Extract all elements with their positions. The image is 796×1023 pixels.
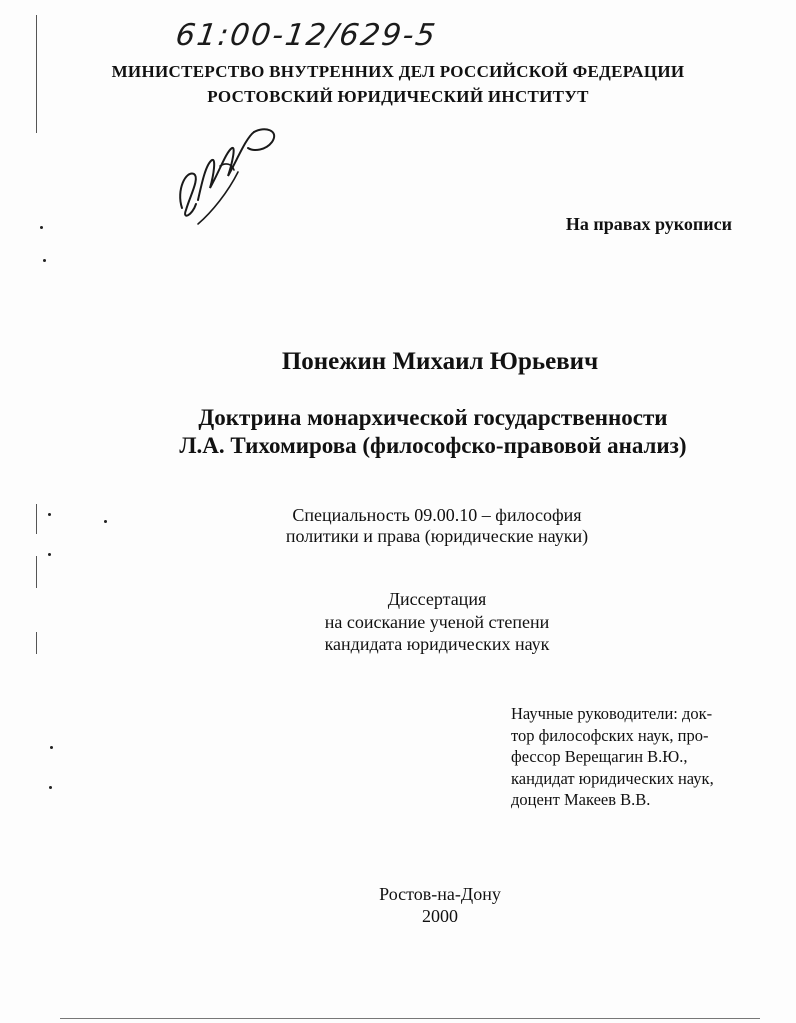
- scan-speck: [48, 553, 51, 556]
- scan-speck: [49, 786, 52, 789]
- institute-heading: РОСТОВСКИЙ ЮРИДИЧЕСКИЙ ИНСТИТУТ: [207, 87, 589, 106]
- dissertation-title-line: Л.А. Тихомирова (философско-правовой анализ): [179, 433, 687, 458]
- supervisor-line: доцент Макеев В.В.: [511, 790, 651, 809]
- supervisor-line: фессор Верещагин В.Ю.,: [511, 747, 688, 766]
- specialty-line: Специальность 09.00.10 – философия: [292, 505, 582, 525]
- supervisor-line: кандидат юридических наук,: [511, 768, 714, 788]
- supervisor-line: тор философских наук, про-: [511, 725, 709, 745]
- author-name: Понежин Михаил Юрьевич: [281, 348, 599, 375]
- scan-speck: [43, 259, 46, 262]
- dissertation-type-line: на соискание ученой степени: [324, 612, 550, 632]
- specialty-line: политики и права (юридические науки): [285, 526, 589, 546]
- dissertation-type-line: кандидата юридических наук: [324, 634, 550, 654]
- supervisors-block: [511, 703, 714, 811]
- scan-margin-line: [36, 556, 37, 588]
- ministry-heading: МИНИСТЕРСТВО ВНУТРЕННИХ ДЕЛ РОССИЙСКОЙ ФЕДЕРАЦИИ: [111, 62, 685, 81]
- scan-speck: [40, 226, 43, 229]
- dissertation-title-line: Доктрина монархической государственности: [198, 405, 668, 430]
- supervisor-line: Научные руководители: док-: [511, 704, 713, 723]
- dissertation-type-line: Диссертация: [387, 589, 487, 609]
- city: Ростов-на-Дону: [379, 884, 501, 904]
- scan-edge-line: [60, 1018, 760, 1019]
- handwritten-catalog-number: 61:00-12/629-5: [173, 18, 440, 53]
- year: 2000: [422, 906, 458, 926]
- handwritten-signature-icon: [168, 112, 288, 227]
- rights-notice: На правах рукописи: [565, 214, 732, 234]
- scan-speck: [50, 746, 53, 749]
